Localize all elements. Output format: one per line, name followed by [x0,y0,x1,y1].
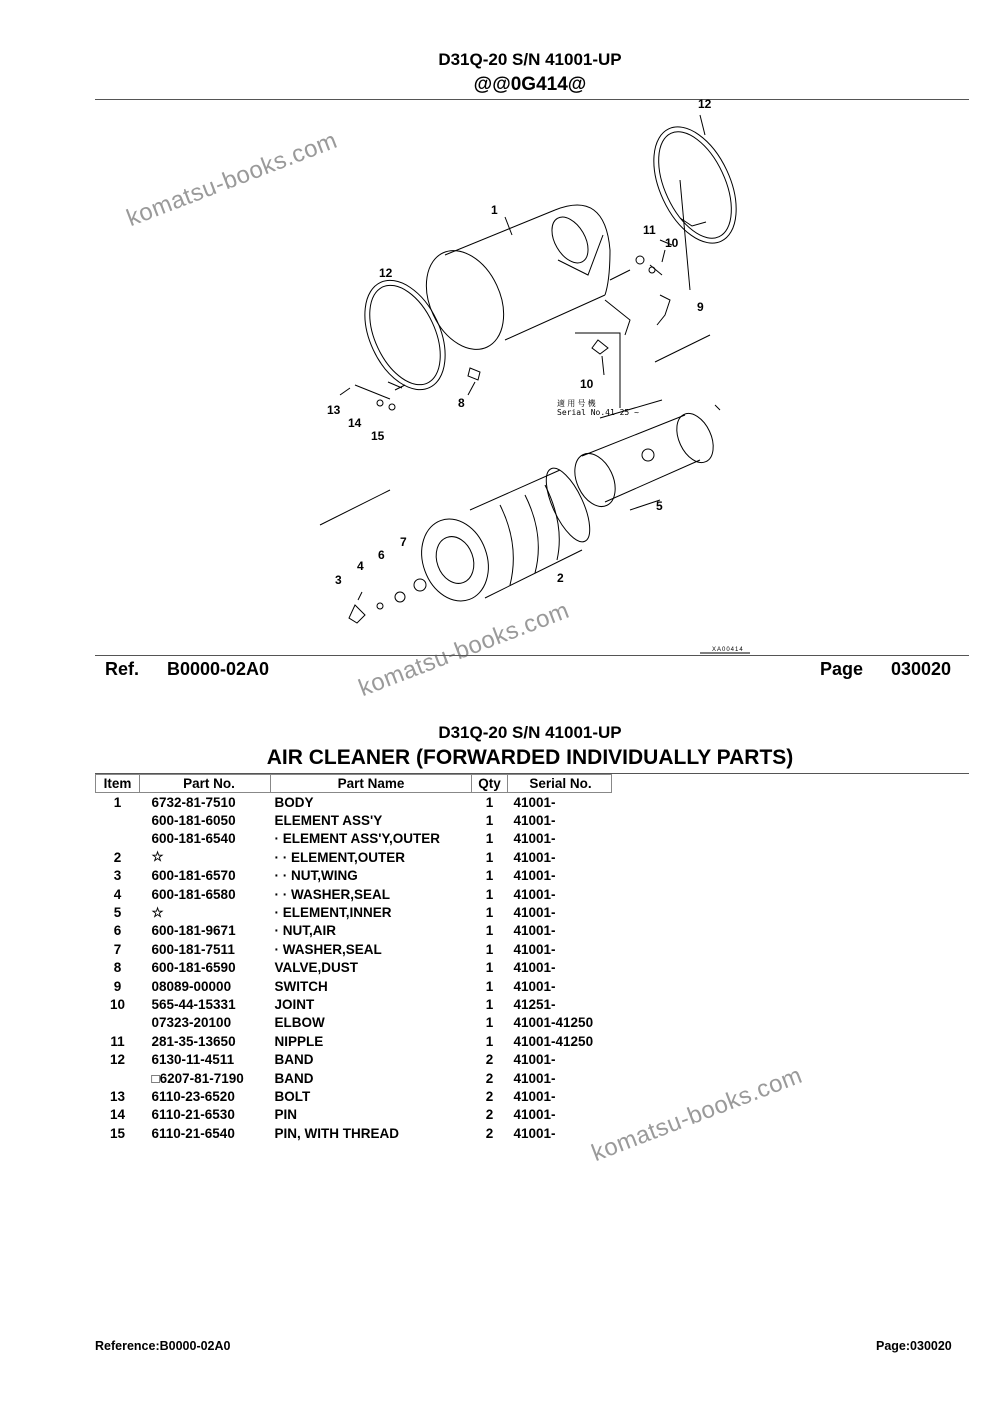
cell-part-no: 6110-21-6540 [151,1125,235,1141]
col-item: Item [96,775,140,793]
cell-serial: 41001- [513,831,556,847]
table-row [96,793,612,812]
watermark-top: komatsu-books.com [122,126,342,233]
table-row [96,940,612,958]
table-row [96,1050,612,1068]
ref-label: Ref. [105,659,140,679]
cell-qty: 1 [485,960,494,976]
callout-12-upper: 12 [698,97,712,111]
callout-4: 4 [357,559,364,573]
table-row [96,1087,612,1105]
watermark-bottom: komatsu-books.com [587,1061,807,1168]
cell-qty: 1 [485,1015,494,1031]
table-header-row [96,775,612,793]
cell-part-no: 600-181-6050 [151,813,236,829]
parts-table [95,774,612,1142]
band-lower [349,268,461,403]
outer-element-end [411,510,500,611]
callout-13: 13 [327,403,341,417]
footer-reference: Reference:B0000-02A0 [95,1339,231,1353]
footer-page: Page:030020 [876,1339,952,1353]
callout-1: 1 [491,203,498,217]
cell-part-no: 600-181-6570 [151,868,236,884]
cell-part-name: · ELEMENT ASS'Y,OUTER [274,831,440,847]
cell-part-no: 565-44-15331 [151,996,236,1012]
cell-part-no: 08089-00000 [151,978,232,994]
cell-qty: 1 [485,849,494,865]
cell-part-no: 6130-11-4511 [151,1052,235,1068]
cell-serial: 41001- [513,960,556,976]
cell-part-no: 600-181-6580 [151,886,236,902]
cell-item: 5 [113,905,122,921]
cell-part-no: □6207-81-7190 [151,1070,244,1086]
ref-value: B0000-02A0 [167,659,270,679]
cell-item: 2 [113,849,122,865]
cell-part-name: · WASHER,SEAL [274,941,382,957]
cell-part-name: BAND [274,1052,314,1068]
ref-rule [95,655,969,656]
table-row [96,922,612,940]
cell-serial: 41001- [513,941,556,957]
inset-note-line1: 適 用 号 機 [557,399,596,408]
cell-part-name: ELEMENT ASS'Y [274,813,383,829]
cell-item: 14 [109,1107,126,1123]
cell-part-name: · · NUT,WING [274,868,358,884]
cell-serial: 41001- [513,905,556,921]
callout-6: 6 [378,548,385,562]
cell-item [96,830,140,848]
cell-part-name: · ELEMENT,INNER [274,905,392,921]
cell-qty: 2 [485,1088,494,1104]
cell-part-name: SWITCH [274,978,328,994]
cell-qty: 2 [485,1107,494,1123]
cell-serial: 41001- [513,1070,556,1086]
cell-serial: 41251- [513,996,556,1012]
cell-part-no: 6110-21-6530 [151,1107,235,1123]
cell-serial: 41001- [513,923,556,939]
callout-5: 5 [656,499,663,513]
cell-item: 8 [113,960,122,976]
inset-note-line2: Serial No.41 25 ~ [557,408,639,417]
cell-serial: 41001- [513,1052,556,1068]
table-row [96,995,612,1013]
cell-part-name: ELBOW [274,1015,325,1031]
cell-item: 6 [113,923,122,939]
table-row [96,1106,612,1124]
col-part-name: Part Name [271,775,472,793]
callout-10-upper: 10 [665,236,679,250]
section-title: AIR CLEANER (FORWARDED INDIVIDUALLY PARTS) [266,746,794,769]
watermark-middle: komatsu-books.com [354,596,574,703]
callout-7: 7 [400,535,407,549]
cell-serial: 41001-41250 [513,1015,594,1031]
col-part-no: Part No. [140,775,271,793]
table-row [96,830,612,848]
exploded-parts-diagram [300,100,760,660]
cell-qty: 1 [485,923,494,939]
cell-qty: 1 [485,1033,494,1049]
cell-item: 7 [113,941,122,957]
cell-item: 15 [109,1125,126,1141]
cell-serial: 41001- [513,1107,556,1123]
cell-part-no: 600-181-6540 [151,831,236,847]
cell-item: 9 [113,978,122,994]
cell-part-no: 6732-81-7510 [151,794,236,810]
cell-part-name: · · WASHER,SEAL [274,886,391,902]
cell-part-no: 600-181-9671 [151,923,236,939]
page-label: Page [820,659,864,679]
cell-item: 13 [109,1088,126,1104]
drawing-code: XA00414 [712,647,744,653]
table-row [96,1124,612,1142]
callout-8: 8 [458,396,465,410]
table-row [96,867,612,885]
cell-qty: 1 [485,941,494,957]
cell-part-no: 281-35-13650 [151,1033,236,1049]
cell-part-name: PIN [274,1107,298,1123]
cell-part-name: NIPPLE [274,1033,324,1049]
table-row [96,903,612,921]
cell-part-name: BAND [274,1070,314,1086]
cell-part-no: 600-181-6590 [151,960,236,976]
cell-item: 10 [109,996,126,1012]
page-value: 030020 [891,659,952,679]
cell-part-name: · NUT,AIR [274,923,336,939]
cell-serial: 41001- [513,794,556,810]
cell-item [96,1069,140,1087]
cell-qty: 1 [485,813,494,829]
callout-11: 11 [643,223,656,237]
cell-qty: 1 [485,831,494,847]
callout-15: 15 [371,429,385,443]
table-row [96,1032,612,1050]
cell-serial: 41001-41250 [513,1033,594,1049]
cell-qty: 1 [485,886,494,902]
cell-part-no: 600-181-7511 [151,941,235,957]
col-qty: Qty [472,775,508,793]
cell-serial: 41001- [513,868,556,884]
table-row [96,1069,612,1087]
table-row [96,977,612,995]
cell-part-name: BODY [274,794,314,810]
cell-serial: 41001- [513,849,556,865]
header-model-line: D31Q-20 S/N 41001-UP [438,50,622,69]
cell-part-name: JOINT [274,996,315,1012]
cell-qty: 1 [485,794,494,810]
table-row [96,885,612,903]
cell-qty: 1 [485,905,494,921]
callout-10-inset: 10 [580,377,594,391]
col-serial: Serial No. [508,775,612,793]
cell-item: 1 [113,794,122,810]
cell-part-no: ☆ [151,849,164,865]
header-code-line: @@0G414@ [473,74,587,95]
cell-qty: 1 [485,996,494,1012]
callout-3: 3 [335,573,342,587]
cell-qty: 1 [485,978,494,994]
callout-14: 14 [348,416,362,430]
cell-qty: 2 [485,1070,494,1086]
cell-item [96,1014,140,1032]
cell-part-no: 6110-23-6520 [151,1088,235,1104]
cell-serial: 41001- [513,886,556,902]
cell-part-name: PIN, WITH THREAD [274,1125,399,1141]
cell-part-no: ☆ [151,904,164,920]
table-row [96,959,612,977]
cell-item [96,811,140,829]
callout-9: 9 [697,300,704,314]
callout-2: 2 [557,571,564,585]
table-row [96,1014,612,1032]
cell-item: 4 [113,886,122,902]
cell-qty: 1 [485,868,494,884]
body-front-rim [411,238,518,362]
cell-qty: 2 [485,1125,494,1141]
cell-item: 12 [109,1052,126,1068]
callout-12-lower: 12 [379,266,393,280]
section-model-line: D31Q-20 S/N 41001-UP [438,723,622,742]
cell-qty: 2 [485,1052,494,1068]
cell-part-no: 07323-20100 [151,1015,232,1031]
cell-serial: 41001- [513,1088,556,1104]
cell-item: 11 [110,1033,125,1049]
table-row [96,848,612,866]
table-row [96,811,612,829]
cell-part-name: VALVE,DUST [274,960,359,976]
cell-serial: 41001- [513,1125,556,1141]
cell-part-name: · · ELEMENT,OUTER [274,849,405,865]
cell-serial: 41001- [513,978,556,994]
cell-serial: 41001- [513,813,556,829]
cell-item: 3 [113,868,122,884]
cell-part-name: BOLT [274,1088,311,1104]
